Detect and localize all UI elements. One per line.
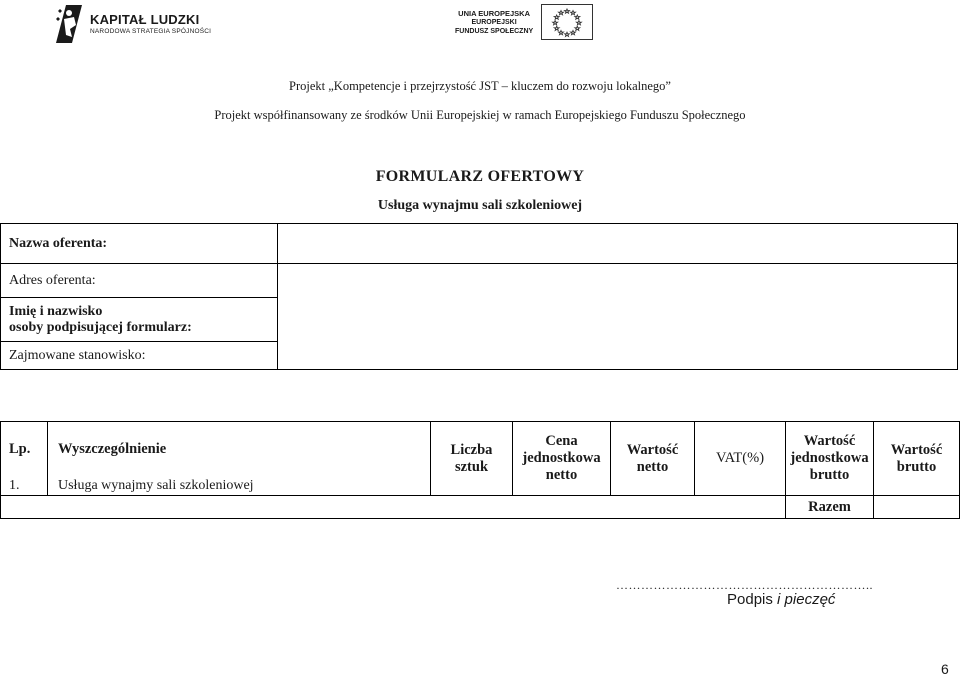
row-description: Usługa wynajmy sali szkoleniowej: [48, 477, 431, 496]
offeror-name-label: Nazwa oferenta:: [1, 224, 278, 264]
header-unit-gross-line2: jednostkowa: [790, 450, 869, 466]
items-table: [0, 421, 960, 519]
kapital-ludzki-logo: [52, 2, 211, 46]
header-unit-gross-line3: brutto: [809, 467, 850, 483]
header-quantity: [431, 422, 513, 496]
offeror-details-field[interactable]: [278, 264, 958, 370]
header-unit-net-line2: jednostkowa: [522, 450, 601, 466]
eu-logo-line2: EUROPEJSKI: [471, 18, 517, 26]
project-title: Projekt „Kompetencje i przejrzystość JST – kluczem do rozwoju lokalnego”: [289, 79, 671, 93]
offeror-table: [0, 223, 958, 370]
kapital-ludzki-title: KAPITAŁ LUDZKI: [90, 11, 200, 27]
form-subtitle: Usługa wynajmu sali szkoleniowej: [377, 198, 583, 213]
signature-line: ……………………………………………………..: [616, 578, 873, 592]
total-value-field[interactable]: [874, 496, 960, 519]
header-gross-line1: Wartość: [890, 441, 943, 458]
eu-logo: [455, 4, 593, 40]
signer-name-label-line1: Imię i nazwisko: [9, 303, 103, 319]
position-label: Zajmowane stanowisko:: [1, 342, 278, 370]
offeror-name-field[interactable]: [278, 224, 958, 264]
header-unit-gross-line1: Wartość: [803, 433, 856, 449]
offeror-address-label: Adres oferenta:: [1, 264, 278, 298]
header-unit-net-line1: Cena: [545, 433, 578, 449]
signature-label: [727, 591, 835, 608]
total-label: Razem: [786, 496, 874, 519]
items-header-row: [1, 422, 960, 478]
header-unit-net-line3: netto: [545, 467, 578, 483]
header-unit-gross-value: [786, 422, 874, 496]
signature-label-plain: Podpis: [727, 591, 778, 608]
header-net-line2: netto: [636, 458, 669, 475]
eu-flag-icon: [541, 4, 593, 40]
signature-label-italic: i pieczęć: [777, 591, 836, 608]
page-number: 6: [941, 661, 949, 677]
cofinancing-note: Projekt współfinansowany ze środków Unii Europejskiej w ramach Europejskiego Funduszu Społecznego: [214, 108, 746, 122]
header-gross-line2: brutto: [896, 458, 937, 475]
kapital-ludzki-subtitle: NARODOWA STRATEGIA SPÓJNOŚCI: [90, 27, 212, 35]
header-vat: VAT(%): [695, 422, 786, 496]
total-row: [1, 496, 960, 519]
signer-name-label-line2: osoby podpisującej formularz:: [9, 319, 192, 335]
header-net-line1: Wartość: [626, 441, 679, 458]
row-lp: 1.: [1, 477, 48, 496]
header-gross-value: [874, 422, 960, 496]
header-quantity-line1: Liczba: [450, 441, 493, 458]
header-description: Wyszczególnienie: [48, 422, 431, 478]
header-lp: Lp.: [1, 422, 48, 478]
kapital-ludzki-emblem-icon: [52, 3, 84, 45]
signer-name-label: [1, 298, 278, 342]
header-unit-net-price: [513, 422, 611, 496]
form-title: FORMULARZ OFERTOWY: [375, 168, 585, 185]
header-quantity-line2: sztuk: [454, 458, 489, 475]
eu-logo-line3: FUNDUSZ SPOŁECZNY: [455, 27, 534, 35]
header-net-value: [611, 422, 695, 496]
eu-logo-line1: UNIA EUROPEJSKA: [458, 8, 530, 18]
